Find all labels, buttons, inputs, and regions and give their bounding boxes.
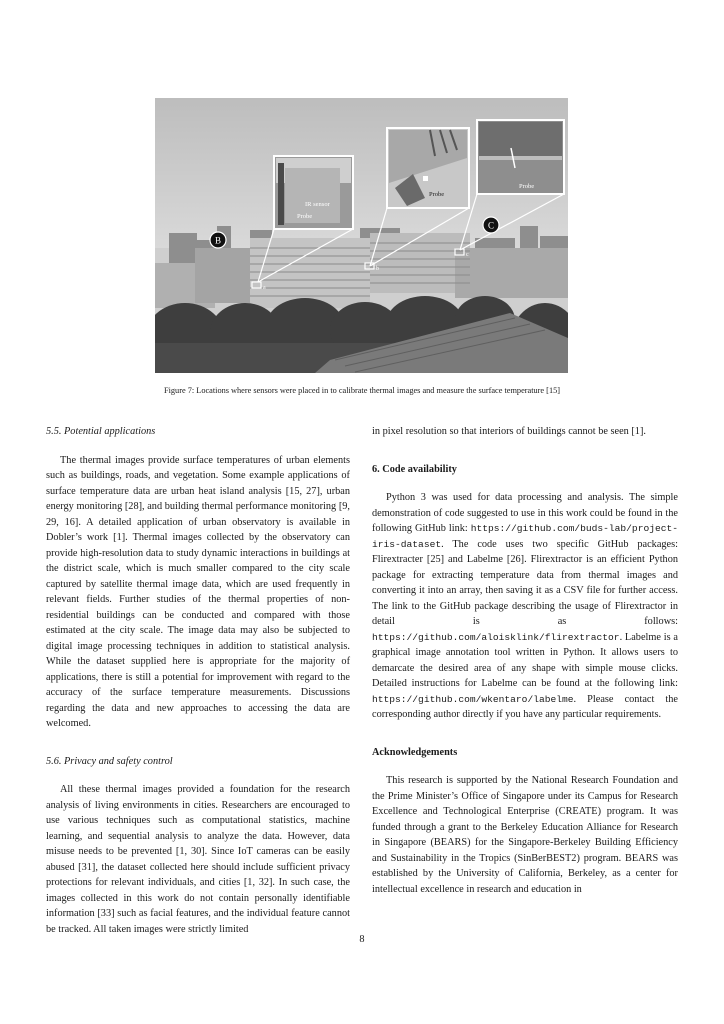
callout-c [483,217,499,233]
svg-text:C: C [487,220,495,231]
inset-c-photo [477,120,564,194]
continued-paragraph: in pixel resolution so that interiors of buildings cannot be seen [1]. [372,426,646,437]
svg-text:B: B [214,235,222,246]
acknowledgements-paragraph: This research is supported by the National Research Foundation and the Prime Minister’s Office of Singapore under its Campus for Research Excellence and Technological Enterprise (CREATE) program. It was funded through a grant to the Berkeley Education Alliance for Research in Singapore (BEARS) for the Singapore-Berkeley Building Efficiency and Sustainability in the Tropics (SinBerBEST2) program. BEARS was established by the University of California, Berkeley, as a center for intellectual excellence in research and education in [372,775,678,895]
figure-7-photo [155,98,568,373]
section-5-5-paragraph: The thermal images provide surface temperatures of urban elements such as buildings, roads, and vegetation. Some example applications of surface temperature data are urban heat island analysis [15, 27], urban energy monitoring [28], and building thermal performance monitoring [9, 29, 16]. A detailed application of urban observatory is available in Dobler’s work [1]. Thermal images collected by the observatory can provide high-resolution data to study dynamic interactions in buildings at the district scale, which is much smaller compared to the city scale captured by satellite thermal image data, which are used frequently in relevant fields. Further studies of the thermal properties of non-residential buildings can be conducted and compared with those estimated at the city scale. The image data may also be subjected to digital image processing techniques in addition to statistical analysis. While the dataset supplied here is appropriate for the majority of applications, there is still a potential for improvement with regard to the accuracy of the surface temperature measurements. Discussions regarding the data and new approaches to accessing the data are welcomed. [46,454,350,729]
section-6-paragraph: Python 3 was used for data processing and analysis. The simple demonstration of code suggested to use in this work could be found in the following GitHub link: https://github.com/buds-lab/project-iris-dataset. The code uses two specific GitHub packages: Flirextracter [25] and Labelme [26]. Flirextractor is an efficient Python package for extracting temperature data from thermal images and converting it into an array, then saving it as a CSV file for further access. The link to the GitHub package describing the usage of Flirextractor in detail is as follows: https://github.com/aloisklink/flirextractor. Labelme is a graphical image annotation tool written in Python. It allows users to demarcate the desired area of any shape with simple mouse clicks. Detailed instructions for Labelme can be found at the following link: https://github.com/wkentaro/labelme. Please contact the corresponding author directly if you have any particular requirements. [372,492,678,720]
section-5-6-paragraph: All these thermal images provided a foundation for the research analysis of living environments in cities. Researchers are encouraged to use various techniques such as computational statistics, machine learning, and sequential analysis to analyze the data. However, data misuse needs to be prevented [1, 30]. Since IoT cameras can be easily abused [31], the dataset collected here should include sufficient privacy protections for relevant individuals, and cities [1, 32]. In such case, the images collected in this work do not contain personally identifiable information [33] such as facial features, and the individual feature cannot be tracked. All taken images were strictly limited [46,784,350,935]
section-5-6-heading: 5.6. Privacy and safety control [46,755,173,767]
svg-text:c: c [466,252,469,258]
svg-text:a: a [263,285,266,291]
section-6-heading: 6. Code availability [372,463,457,475]
github-link-flirextractor[interactable]: https://github.com/aloisklink/flirextractor [372,631,620,643]
github-link-project-iris[interactable]: https://github.com/buds-lab/project-iris-dataset [372,523,678,550]
right-column [372,424,678,897]
probe-label-a: Probe [297,213,313,220]
inset-a-photo [274,156,353,229]
svg-text:b: b [376,266,379,272]
inset-b-photo [387,128,469,208]
page-number: 8 [359,934,365,945]
probe-label-b: Probe [429,191,445,198]
section-5-5-heading: 5.5. Potential applications [46,426,156,437]
acknowledgements-heading: Acknowledgements [372,746,458,758]
ir-sensor-label: IR sensor [305,201,330,208]
callout-b [210,232,226,248]
left-column [46,424,350,937]
figure-caption: Figure 7: Locations where sensors were placed in to calibrate thermal images and measure the surface temperature [15] [163,386,560,395]
github-link-labelme[interactable]: https://github.com/wkentaro/labelme [372,693,574,705]
probe-label-c: Probe [519,183,535,190]
